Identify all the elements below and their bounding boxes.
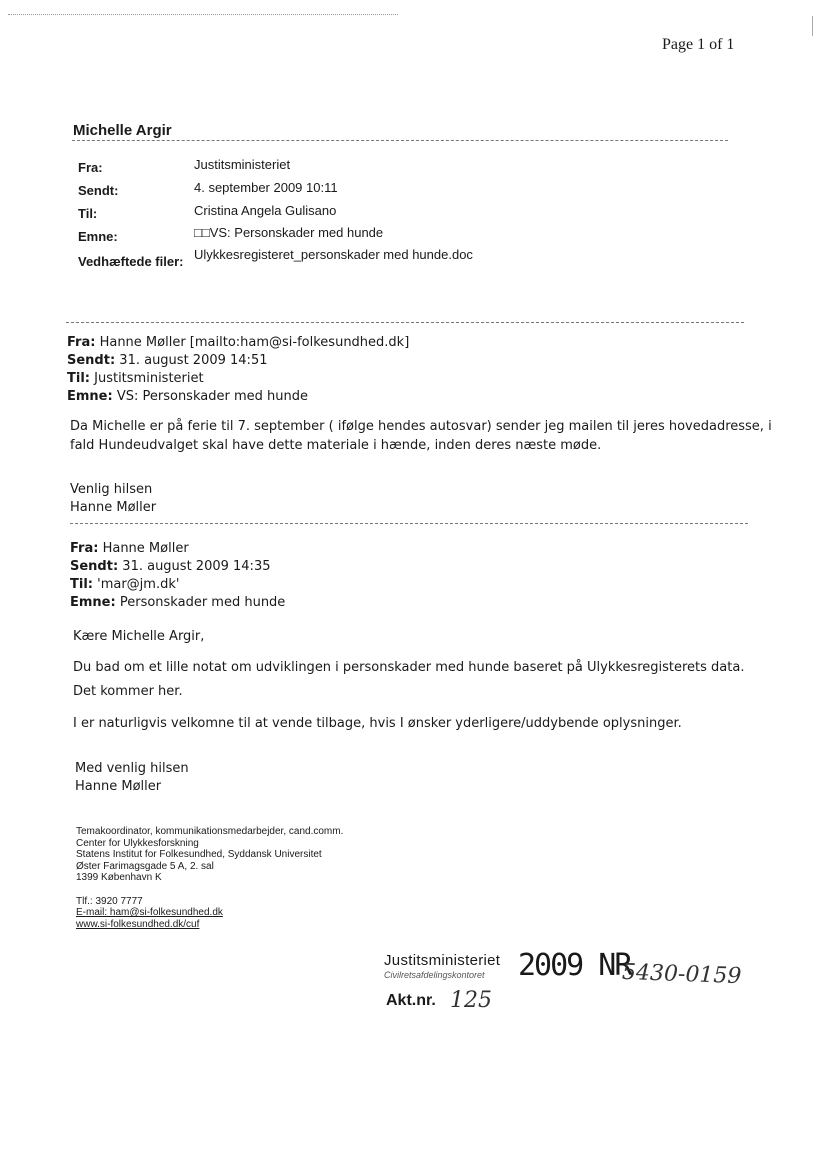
stamp-akt-label: Akt.nr. <box>386 992 436 1009</box>
sig-title: Temakoordinator, kommunikationsmedarbejder, cand.comm. <box>76 826 344 837</box>
msg1-closing: Venlig hilsen <box>70 482 153 497</box>
to-value: Cristina Angela Gulisano <box>194 203 337 218</box>
to-label: Til: <box>78 206 98 221</box>
scan-edge-mark-right <box>812 16 813 36</box>
recipient-name: Michelle Argir <box>73 122 172 139</box>
sig-street: Øster Farimagsgade 5 A, 2. sal <box>76 860 214 872</box>
msg2-to: 'mar@jm.dk' <box>97 577 180 592</box>
msg2-closing: Med venlig hilsen <box>75 761 189 776</box>
msg1-subject: VS: Personskader med hunde <box>116 389 308 404</box>
msg2-header <box>70 540 285 612</box>
msg1-to: Justitsministeriet <box>94 371 204 386</box>
msg2-body-line3: I er naturligvis velkomne til at vende tilbage, hvis I ønsker yderligere/uddybende oplysninger. <box>73 716 682 731</box>
msg1-sent: 31. august 2009 14:51 <box>119 353 268 368</box>
msg2-greeting: Kære Michelle Argir, <box>73 629 205 644</box>
sig-phone: Tlf.: 3920 7777 <box>76 895 143 907</box>
from-label: Fra: <box>78 160 103 175</box>
from-value: Justitsministeriet <box>194 157 291 172</box>
sent-label: Sendt: <box>78 183 119 198</box>
sent-value: 4. september 2009 10:11 <box>194 180 338 195</box>
receipt-stamp <box>384 948 764 1022</box>
msg1-sent-label: Sendt: <box>67 353 116 368</box>
sig-email[interactable]: E-mail: ham@si-folkesundhed.dk <box>76 907 223 918</box>
header-divider-top <box>72 140 728 141</box>
msg2-subject-label: Emne: <box>70 595 116 610</box>
page-number: Page 1 of 1 <box>662 36 735 53</box>
msg2-body-line1: Du bad om et lille notat om udviklingen i personskader med hunde baseret på Ulykkesregisterets data. <box>73 660 745 675</box>
msg2-body-line2: Det kommer her. <box>73 684 183 699</box>
sig-center: Center for Ulykkesforskning <box>76 837 199 849</box>
msg2-signature: Hanne Møller <box>75 779 162 794</box>
stamp-year-nr: 2009 NR <box>518 948 631 983</box>
stamp-case-no: 5430-0159 <box>621 959 742 990</box>
msg1-body-line1: Da Michelle er på ferie til 7. september ( ifølge hendes autosvar) sender jeg mailen til jeres hovedadresse, i <box>70 419 772 434</box>
stamp-ministry: Justitsministeriet <box>384 952 501 969</box>
msg1-header <box>67 334 409 406</box>
sig-institute: Statens Institut for Folkesundhed, Syddansk Universitet <box>76 849 322 860</box>
msg2-subject: Personskader med hunde <box>119 595 286 610</box>
attachments-value[interactable]: Ulykkesregisteret_personskader med hunde.doc <box>194 247 473 262</box>
subject-value: □□VS: Personskader med hunde <box>194 225 384 240</box>
msg2-sent-label: Sendt: <box>70 559 119 574</box>
sig-city: 1399 København K <box>76 872 162 883</box>
msg1-to-label: Til: <box>67 371 90 386</box>
msg2-from-label: Fra: <box>70 541 99 556</box>
stamp-akt-no: 125 <box>450 988 492 1013</box>
subject-label: Emne: <box>78 229 118 244</box>
msg1-subject-label: Emne: <box>67 389 113 404</box>
msg2-from: Hanne Møller <box>102 541 189 556</box>
message-divider-2 <box>70 523 748 524</box>
sig-website[interactable]: www.si-folkesundhed.dk/cuf <box>76 918 200 930</box>
msg1-body-line2: fald Hundeudvalget skal have dette materiale i hænde, inden deres næste møde. <box>70 438 602 453</box>
msg1-from-label: Fra: <box>67 335 96 350</box>
msg2-to-label: Til: <box>70 577 93 592</box>
signature-block <box>76 826 343 930</box>
message-divider-1 <box>66 322 744 323</box>
stamp-office: Civilretsafdelingskontoret <box>384 970 485 980</box>
msg2-sent: 31. august 2009 14:35 <box>122 559 271 574</box>
msg1-from: Hanne Møller [mailto:ham@si-folkesundhed.dk] <box>99 335 410 350</box>
scan-edge-mark <box>8 14 398 18</box>
attachments-label: Vedhæftede filer: <box>78 254 184 269</box>
msg1-signature: Hanne Møller <box>70 500 157 515</box>
